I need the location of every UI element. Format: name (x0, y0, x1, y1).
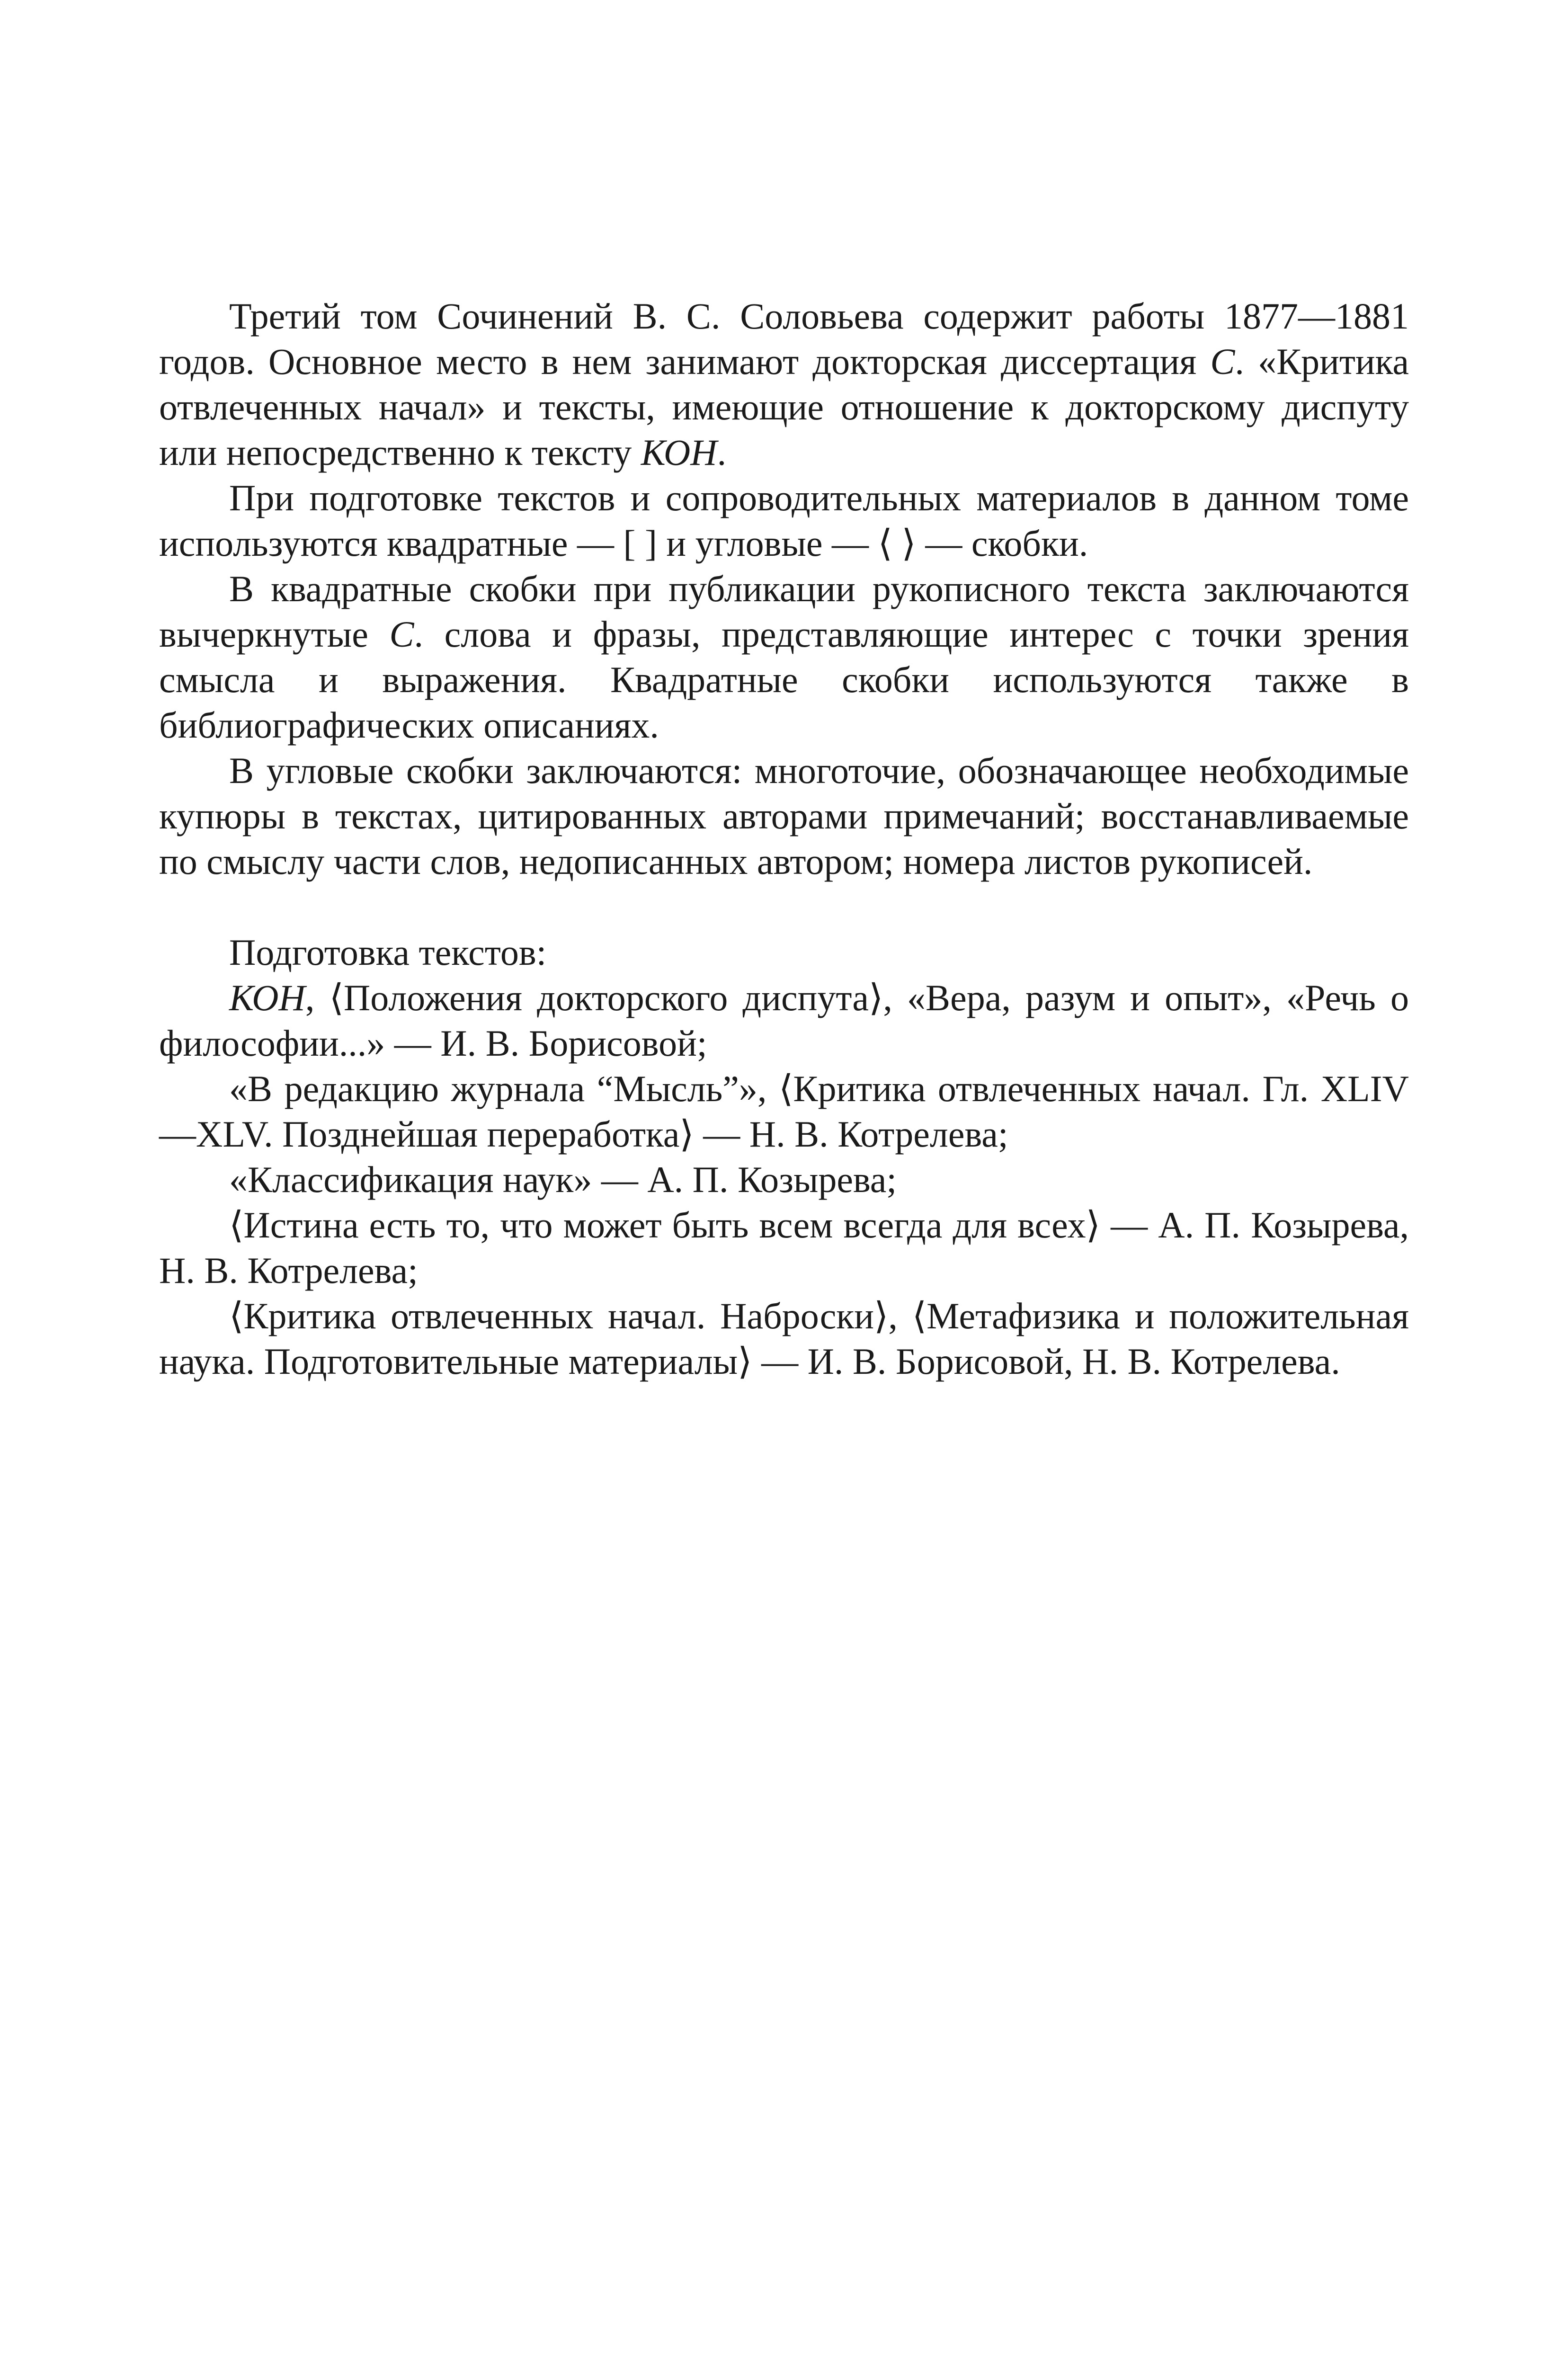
credit-item-1-text: , ⟨Положения докторского диспута⟩, «Вера, разум и опыт», «Речь о философии...» — И. В. Борисовой; (159, 977, 1409, 1064)
intro-paragraph-3-italic-s: С (389, 614, 414, 655)
intro-paragraph-4: В угловые скобки заключаются: многоточие, обозначающее необходимые купюры в текстах, цитированных авторами примечаний; восстанавливаемые по смыслу части слов, недописанных автором; номера листов рукописей. (159, 750, 1409, 882)
credit-item-5: ⟨Критика отвлеченных начал. Наброски⟩, ⟨Метафизика и положительная наука. Подготовительные материалы⟩ — И. В. Борисовой, Н. В. Котрелева. (159, 1295, 1409, 1382)
credit-item-2: «В редакцию журнала “Мысль”», ⟨Критика отвлеченных начал. Гл. XLIV—XLV. Позднейшая переработка⟩ — Н. В. Котрелева; (159, 1068, 1409, 1155)
credit-item-4: ⟨Истина есть то, что может быть всем всегда для всех⟩ — А. П. Козырева, Н. В. Котрелева; (159, 1204, 1409, 1291)
intro-paragraph-3 (159, 566, 1409, 748)
section-spacer (159, 884, 1409, 930)
intro-paragraph-1-italic-kon: КОН (641, 432, 717, 473)
intro-paragraph-1-italic-s: С (1210, 341, 1235, 382)
credit-item-1 (159, 975, 1409, 1066)
credits-title: Подготовка текстов: (229, 932, 547, 973)
intro-paragraph-1 (159, 294, 1409, 475)
intro-paragraph-1-text-c: . «Критика отвлеченных начал» и тексты, имеющие отношение к докторскому диспуту или непосредственно к тексту (159, 341, 1409, 473)
intro-paragraph-1-text-a: Третий том Сочинений В. С. Соловьева содержит работы 1877—1881 годов. Основное место в нем занимают докторская диссертация (159, 295, 1409, 382)
credit-item-1-italic-kon: КОН (229, 977, 305, 1018)
credit-item-3: «Классификация наук» — А. П. Козырева; (229, 1159, 897, 1200)
page-content (159, 294, 1409, 1384)
intro-paragraph-1-text-e: . (717, 432, 727, 473)
intro-paragraph-2: При подготовке текстов и сопроводительных материалов в данном томе используются квадратные — [ ] и угловые — ⟨ ⟩ — скобки. (159, 477, 1409, 564)
intro-paragraph-3-text-a: В квадратные скобки при публикации рукописного текста заключаются вычеркнутые (159, 568, 1409, 655)
intro-paragraph-3-text-c: . слова и фразы, представляющие интерес с точки зрения смысла и выражения. Квадратные скобки используются также в библиографических описаниях. (159, 614, 1409, 746)
